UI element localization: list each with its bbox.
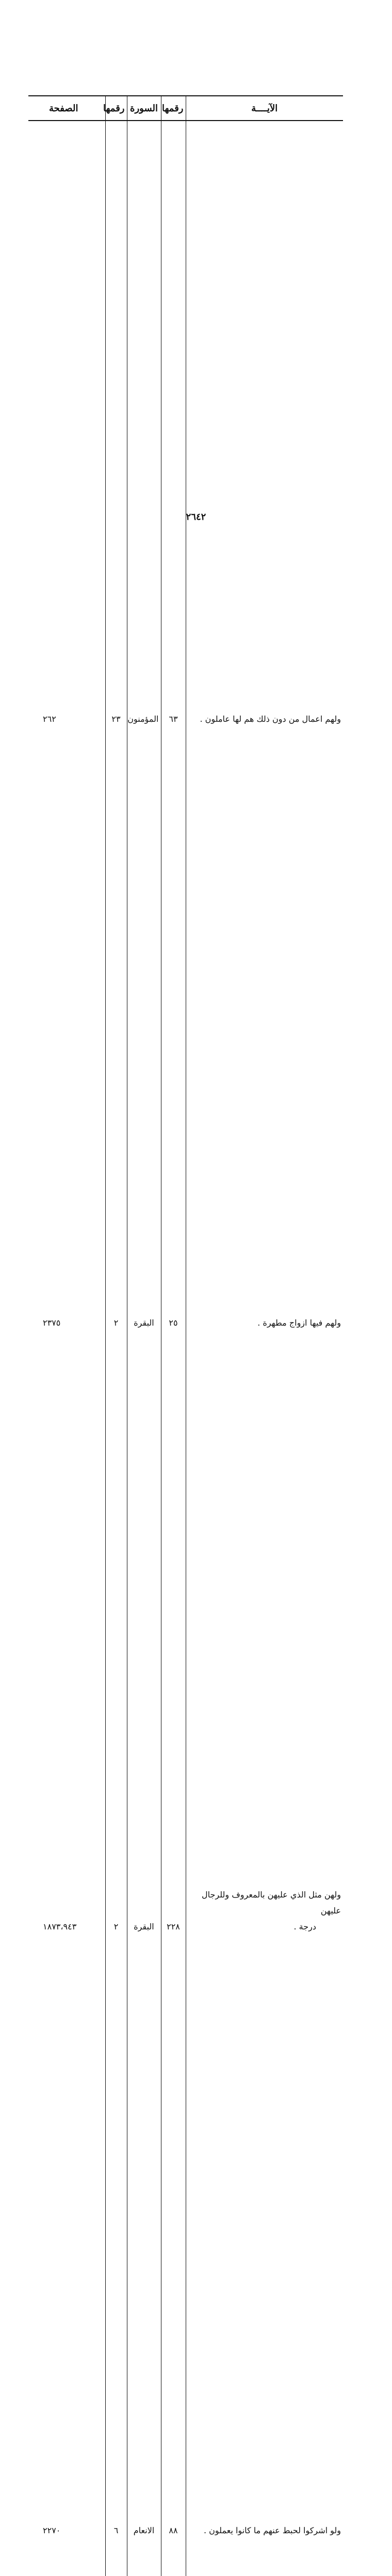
table-row [28,2538,343,2576]
verse-text [186,727,343,1331]
verse-text [186,2538,343,2576]
sura-number: ٢ [105,727,127,1331]
verse-number: ٢٥ [161,727,186,1331]
table-row [28,1331,343,1935]
verse-line: ولهم اعمال من دون ذلك هم لها عاملون . [200,714,341,724]
sura-number: ٦ [105,1935,127,2538]
sura-name: البقرة [127,727,161,1331]
page-reference: ٢٣٧٥ [43,1318,61,1328]
sura-number: ٢ [105,1331,127,1935]
page-reference: ٢٢٧٠ [43,2526,61,2535]
header-sura-number: رقمها [105,96,127,121]
sura-name: الانعام [127,1935,161,2538]
table-row [28,727,343,1331]
header-page: الصفحة [49,103,78,114]
sura-name: المؤمنون [127,121,161,727]
sura-name [127,2538,161,2576]
header-verse: الآيــــة [186,96,343,121]
sura-name: البقرة [127,1331,161,1935]
verse-number: ٦٣ [161,121,186,727]
verse-line: ولهن مثل الذي عليهن بالمعروف وللرجال عليهن [202,1890,341,1916]
header-sura: السورة [127,96,161,121]
verse-text [186,1935,343,2538]
verse-line: ولهم فيها ازواج مطهرة . [257,1318,341,1328]
page-number: ٢٦٤٢ [186,512,206,522]
sura-number [105,2538,127,2576]
verse-line: درجة . [293,1922,316,1931]
page-reference: ١٨٧٣،٩٤٣ [43,1922,77,1931]
sura-number: ٢٣ [105,121,127,727]
verse-text [186,121,343,727]
verse-number: ٨٨ [161,1935,186,2538]
page-reference: ٢٦٢ [43,714,56,724]
page-reference [28,2538,105,2576]
verse-line: ولو اشركوا لحبط عنهم ما كانوا يعملون . [203,2526,341,2535]
verse-number: ٢٢٨ [161,1331,186,1935]
header-verse-number: رقمها [161,96,186,121]
table-row [28,1935,343,2538]
header-row [28,96,343,121]
verse-text [186,1331,343,1935]
table-row [28,121,343,727]
verse-number [161,2538,186,2576]
verse-index-table [28,95,343,2576]
